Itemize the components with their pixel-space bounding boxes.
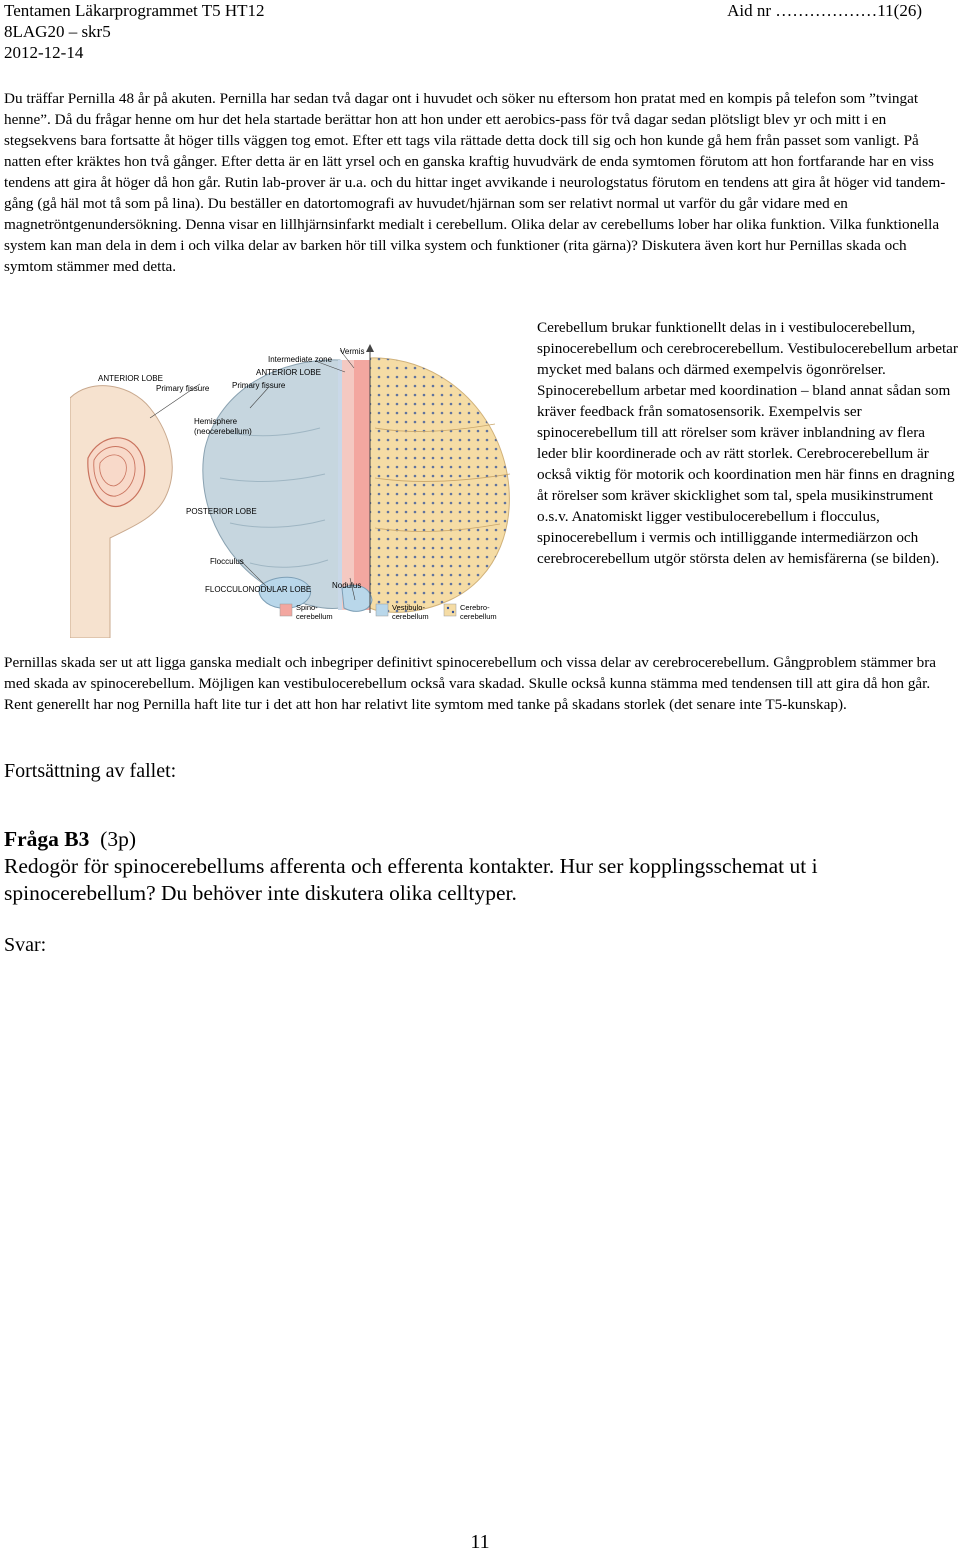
figure-explanation-text: Cerebellum brukar funktionellt delas in i vestibulocerebellum, spinocerebellum och cerebrocerebellum. Vestibulocerebellum arbetar mycket med balans och därmed exempelvis ögonrörelser. Spinocerebellum arbetar med koordination – bland annat sådan som kräver feedback från somatosensorik. Exempelvis ser spinocerebellum till att rörelser som kräver inblandning av flera leder blir koordinerade och av rätt storlek. Cerebrocerebellum är också viktig för motorik och koordination men här finns en dragning åt rörelser som kräver skicklighet som tal, spela musikinstrument o.s.v. Anatomiskt ligger vestibulocerebellum i flocculus, spinocerebellum i vermis och intilliggande intermediärzon och cerebrocerebellum utgör största delen av hemisfärerna (se bilden).	[537, 319, 958, 567]
intermediate-zone-strip	[340, 360, 354, 610]
page-header-left	[4, 0, 265, 63]
label-anterior-lobe-right: ANTERIOR LOBE	[256, 368, 321, 377]
legend-cerebro-line2: cerebellum	[460, 612, 497, 621]
page-number: 11	[470, 1531, 490, 1553]
label-primary-fissure-right: Primary fissure	[232, 381, 286, 390]
label-hemisphere: Hemisphere	[194, 417, 238, 426]
question-text: Redogör för spinocerebellums afferenta och efferenta kontakter. Hur ser kopplingsschemat ut i spinocerebellum? Du behöver inte diskutera olika celltyper.	[4, 854, 818, 905]
legend-swatch-cerebro	[444, 604, 456, 616]
question-heading	[4, 826, 956, 853]
question-block	[4, 826, 956, 907]
answer-label: Svar:	[4, 934, 47, 956]
legend-spino-line1: Spino-	[296, 603, 318, 612]
course-title: Tentamen Läkarprogrammet T5 HT12	[4, 1, 265, 20]
legend-vestibulo-line2: cerebellum	[392, 612, 429, 621]
cerebellum-figure	[70, 338, 520, 638]
vermis-strip	[354, 360, 370, 610]
label-flocculus: Flocculus	[210, 557, 244, 566]
label-intermediate-zone: Intermediate zone	[268, 355, 333, 364]
legend-swatch-vestibulo	[376, 604, 388, 616]
label-anterior-lobe-left: ANTERIOR LOBE	[98, 374, 163, 383]
exam-date: 2012-12-14	[4, 43, 84, 62]
discussion-text: Pernillas skada ser ut att ligga ganska medialt och inbegriper definitivt spinocerebellum och vissa delar av cerebrocerebellum. Gångproblem stämmer bra med skada av spinocerebellum. Möjligen kan vestibulocerebellum också vara skadad. Skulle också kunna stämma med tendensen till att gira då hon går. Rent generellt har nog Pernilla haft lite tur i det att hon har relativt lite symtom med tanke på skadans storlek (det senare inte T5-kunskap).	[4, 654, 937, 713]
legend-swatch-spino	[280, 604, 292, 616]
continuation-heading: Fortsättning av fallet:	[4, 760, 177, 782]
question-title: Fråga B3	[4, 827, 90, 851]
label-primary-fissure-left: Primary fissure	[156, 384, 210, 393]
legend-cerebro-line1: Cerebro-	[460, 603, 490, 612]
legend-vestibulo-line1: Vestibulo-	[392, 603, 425, 612]
label-nodulus: Nodulus	[332, 581, 362, 590]
aid-number: Aid nr ………………11(26)	[727, 1, 922, 20]
question-points: (3p)	[100, 827, 136, 851]
label-neocerebellum: (neocerebellum)	[194, 427, 252, 436]
label-vermis: Vermis	[340, 347, 365, 356]
legend-spino-line2: cerebellum	[296, 612, 333, 621]
case-intro-text: Du träffar Pernilla 48 år på akuten. Pernilla har sedan två dagar ont i huvudet och söker nu eftersom hon pratat med en kompis på telefon som ”tvingat henne”. Då du frågar henne om hur det hela startade berättar hon att hon under ett aerobics-pass för två dagar sedan plötsligt blev yr och mitt i en stegsekvens bara fortsatte åt höger tills väggen tog emot. Efter ett tags vila rättade detta dock till sig och hon kunde gå hem från passet som vanligt. På natten efter kräktes hon två gånger. Efter detta är en lätt yrsel och en ganska kraftig huvudvärk de enda symtomen förutom att hon fortfarande har en viss tendens att gira åt höger då hon går. Rutin lab-prover är u.a. och du hittar inget avvikande i neurologstatus förutom en tendens att gira åt höger vid tandem-gång (gå häl mot tå som på lina). Du beställer en datortomografi av huvudet/hjärnan som ser relativt normal ut varför du går vidare med en magnetröntgenundersökning. Denna visar en lillhjärnsinfarkt medialt i cerebellum. Olika delar av cerebellums lober har olika funktion. Vilka funktionella system kan man dela in dem i och vilka delar av barken hör till vilka system och funktioner (rita gärna)? Diskutera även kort hur Pernillas skada och symtom stämmer med detta.	[4, 90, 946, 275]
label-flocculonodular-lobe: FLOCCULONODULAR LOBE	[205, 585, 312, 594]
brainstem-section	[70, 386, 172, 638]
left-hemisphere	[203, 360, 340, 609]
label-posterior-lobe: POSTERIOR LOBE	[186, 507, 257, 516]
exam-code: 8LAG20 – skr5	[4, 22, 111, 41]
